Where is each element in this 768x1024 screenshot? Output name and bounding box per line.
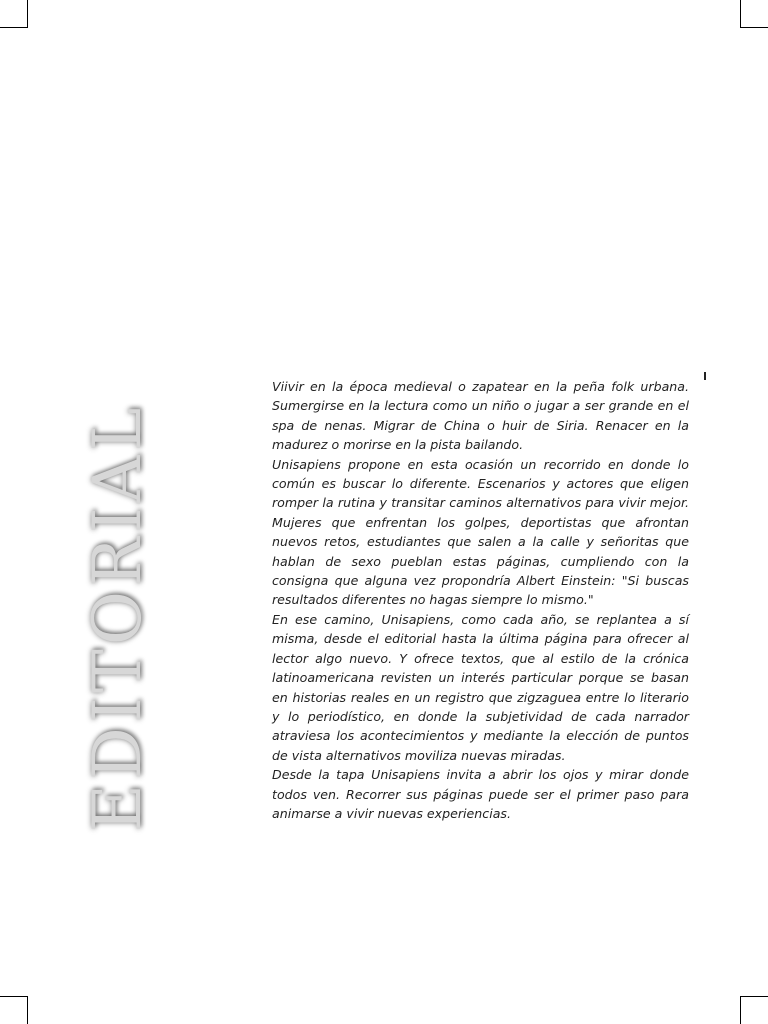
crop-mark (27, 0, 28, 28)
paragraph: Unisapiens propone en esta ocasión un recorrido en donde lo común es buscar lo diferente. Escenarios y actores que eligen romper la rutina y transitar caminos alternativos para vivir mejor. Mujeres que enfrentan los golpes, deportistas que afrontan nuevos retos, estudiantes que salen a la calle y señoritas que hablan de sexo pueblan estas páginas, cumpliendo con la consigna que alguna vez propondría Albert Einstein: "Si buscas resultados diferentes no hagas siempre lo mismo." (272, 456, 689, 608)
crop-mark (740, 0, 741, 28)
paragraph: Viivir en la época medieval o zapatear en la peña folk urbana. Sumergirse en la lectura como un niño o jugar a ser grande en el spa de nenas. Migrar de China o huir de Siria. Renacer en la madurez o morirse en la pista bailando. (272, 379, 689, 453)
crop-mark (0, 996, 28, 997)
crop-mark (740, 996, 741, 1024)
paragraph: En ese camino, Unisapiens, como cada año, se replantea a sí misma, desde el editorial hasta la última página para ofrecer al lector algo nuevo. Y ofrece textos, que al estilo de la crónica latinoamericana revisten un interés particular porque se basan en historias reales en un registro que zigzaguea entre lo literario y lo periodístico, en donde la subjetividad de cada narrador atraviesa los acontecimientos y mediante la elección de puntos de vista alternativos moviliza nuevas miradas. (272, 611, 689, 763)
section-title: EDITORIAL (79, 403, 156, 833)
paragraph: Desde la tapa Unisapiens invita a abrir los ojos y mirar donde todos ven. Recorrer sus páginas puede ser el primer paso para animarse a vivir nuevas experiencias. (272, 767, 689, 821)
crop-mark (0, 27, 28, 28)
crop-mark (27, 996, 28, 1024)
page-number (704, 372, 706, 380)
crop-mark (740, 996, 768, 997)
editorial-body (272, 377, 689, 823)
crop-mark (740, 27, 768, 28)
